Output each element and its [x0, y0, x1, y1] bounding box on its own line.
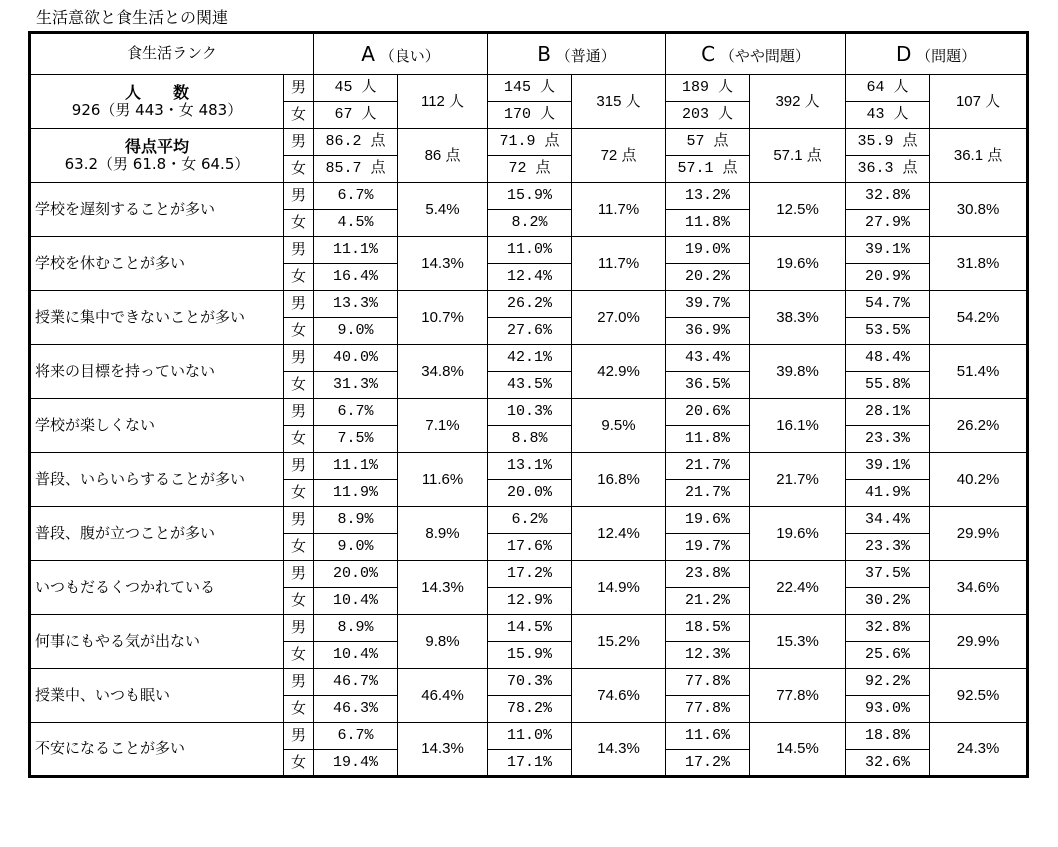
female-value-cell: 30.2% — [846, 588, 930, 615]
score-average-label — [30, 129, 284, 183]
male-value-cell: 34.4% — [846, 507, 930, 534]
sex-label-male: 男 — [284, 291, 314, 318]
total-value-cell: 36.1 点 — [930, 129, 1028, 183]
sex-label-female: 女 — [284, 156, 314, 183]
item-1-male-row — [30, 183, 1028, 210]
female-value-cell: 20.2% — [666, 264, 750, 291]
male-value-cell: 20.6% — [666, 399, 750, 426]
female-value-cell: 19.7% — [666, 534, 750, 561]
female-value-cell: 72 点 — [488, 156, 572, 183]
female-value-cell: 17.1% — [488, 750, 572, 777]
rank-note: （普通） — [555, 46, 616, 65]
male-value-cell: 11.0% — [488, 723, 572, 750]
total-value-cell: 26.2% — [930, 399, 1028, 453]
sex-label-male: 男 — [284, 129, 314, 156]
item-6-label: 普段、いらいらすることが多い — [30, 453, 284, 507]
total-value-cell: 92.5% — [930, 669, 1028, 723]
total-value-cell: 16.1% — [750, 399, 846, 453]
female-value-cell: 170 人 — [488, 102, 572, 129]
total-value-cell: 12.4% — [572, 507, 666, 561]
total-value-cell: 14.3% — [398, 237, 488, 291]
female-value-cell: 203 人 — [666, 102, 750, 129]
female-value-cell: 55.8% — [846, 372, 930, 399]
sex-label-female: 女 — [284, 264, 314, 291]
item-11-male-row — [30, 723, 1028, 750]
total-value-cell: 19.6% — [750, 507, 846, 561]
female-value-cell: 12.3% — [666, 642, 750, 669]
sex-label-female: 女 — [284, 696, 314, 723]
item-7-male-row — [30, 507, 1028, 534]
female-value-cell: 15.9% — [488, 642, 572, 669]
total-value-cell: 24.3% — [930, 723, 1028, 777]
male-value-cell: 32.8% — [846, 183, 930, 210]
male-value-cell: 6.2% — [488, 507, 572, 534]
male-value-cell: 11.1% — [314, 237, 398, 264]
female-value-cell: 36.5% — [666, 372, 750, 399]
rank-a-header — [314, 33, 488, 75]
sex-label-female: 女 — [284, 588, 314, 615]
female-value-cell: 32.6% — [846, 750, 930, 777]
rank-note: （良い） — [379, 46, 440, 65]
male-value-cell: 92.2% — [846, 669, 930, 696]
total-value-cell: 40.2% — [930, 453, 1028, 507]
male-value-cell: 189 人 — [666, 75, 750, 102]
male-value-cell: 43.4% — [666, 345, 750, 372]
total-value-cell: 10.7% — [398, 291, 488, 345]
male-value-cell: 8.9% — [314, 507, 398, 534]
female-value-cell: 11.8% — [666, 426, 750, 453]
total-value-cell: 112 人 — [398, 75, 488, 129]
female-value-cell: 57.1 点 — [666, 156, 750, 183]
male-value-cell: 13.2% — [666, 183, 750, 210]
page-title: 生活意欲と食生活との関連 — [36, 8, 229, 27]
sex-label-female: 女 — [284, 750, 314, 777]
rank-note: （問題） — [916, 46, 977, 65]
female-value-cell: 8.8% — [488, 426, 572, 453]
total-value-cell: 29.9% — [930, 507, 1028, 561]
item-2-male-row — [30, 237, 1028, 264]
female-value-cell: 17.6% — [488, 534, 572, 561]
female-value-cell: 21.2% — [666, 588, 750, 615]
male-value-cell: 18.8% — [846, 723, 930, 750]
male-value-cell: 32.8% — [846, 615, 930, 642]
female-value-cell: 27.9% — [846, 210, 930, 237]
male-value-cell: 6.7% — [314, 399, 398, 426]
female-value-cell: 8.2% — [488, 210, 572, 237]
female-value-cell: 36.9% — [666, 318, 750, 345]
male-value-cell: 21.7% — [666, 453, 750, 480]
total-value-cell: 51.4% — [930, 345, 1028, 399]
male-value-cell: 10.3% — [488, 399, 572, 426]
item-5-label: 学校が楽しくない — [30, 399, 284, 453]
total-value-cell: 12.5% — [750, 183, 846, 237]
total-value-cell: 19.6% — [750, 237, 846, 291]
total-value-cell: 22.4% — [750, 561, 846, 615]
female-value-cell: 46.3% — [314, 696, 398, 723]
male-value-cell: 64 人 — [846, 75, 930, 102]
total-value-cell: 11.7% — [572, 183, 666, 237]
total-value-cell: 315 人 — [572, 75, 666, 129]
total-value-cell: 9.5% — [572, 399, 666, 453]
female-value-cell: 21.7% — [666, 480, 750, 507]
item-1-label: 学校を遅刻することが多い — [30, 183, 284, 237]
total-value-cell: 15.2% — [572, 615, 666, 669]
male-value-cell: 15.9% — [488, 183, 572, 210]
female-value-cell: 4.5% — [314, 210, 398, 237]
sex-label-male: 男 — [284, 561, 314, 588]
sex-label-male: 男 — [284, 615, 314, 642]
total-value-cell: 392 人 — [750, 75, 846, 129]
female-value-cell: 93.0% — [846, 696, 930, 723]
sex-label-male: 男 — [284, 507, 314, 534]
male-value-cell: 77.8% — [666, 669, 750, 696]
total-value-cell: 54.2% — [930, 291, 1028, 345]
total-value-cell: 16.8% — [572, 453, 666, 507]
sex-label-male: 男 — [284, 453, 314, 480]
rank-c-header — [666, 33, 846, 75]
male-value-cell: 86.2 点 — [314, 129, 398, 156]
male-value-cell: 39.1% — [846, 237, 930, 264]
sex-label-female: 女 — [284, 210, 314, 237]
male-value-cell: 6.7% — [314, 723, 398, 750]
total-value-cell: 72 点 — [572, 129, 666, 183]
total-value-cell: 11.7% — [572, 237, 666, 291]
male-value-cell: 26.2% — [488, 291, 572, 318]
male-value-cell: 19.0% — [666, 237, 750, 264]
sex-label-male: 男 — [284, 183, 314, 210]
item-9-male-row — [30, 615, 1028, 642]
people-count-male-row — [30, 75, 1028, 102]
sex-label-female: 女 — [284, 102, 314, 129]
female-value-cell: 78.2% — [488, 696, 572, 723]
sex-label-female: 女 — [284, 372, 314, 399]
item-10-label: 授業中、いつも眠い — [30, 669, 284, 723]
female-value-cell: 17.2% — [666, 750, 750, 777]
female-value-cell: 85.7 点 — [314, 156, 398, 183]
female-value-cell: 43.5% — [488, 372, 572, 399]
item-4-label: 将来の目標を持っていない — [30, 345, 284, 399]
sex-label-male: 男 — [284, 75, 314, 102]
male-value-cell: 39.1% — [846, 453, 930, 480]
total-value-cell: 15.3% — [750, 615, 846, 669]
total-value-cell: 30.8% — [930, 183, 1028, 237]
female-value-cell: 9.0% — [314, 534, 398, 561]
female-value-cell: 10.4% — [314, 588, 398, 615]
female-value-cell: 20.0% — [488, 480, 572, 507]
item-3-label: 授業に集中できないことが多い — [30, 291, 284, 345]
male-value-cell: 40.0% — [314, 345, 398, 372]
female-value-cell: 43 人 — [846, 102, 930, 129]
item-9-label: 何事にもやる気が出ない — [30, 615, 284, 669]
rank-letter: A — [361, 41, 375, 66]
total-value-cell: 57.1 点 — [750, 129, 846, 183]
people-count-subtitle: 926（男 443・女 483） — [71, 101, 243, 120]
item-4-male-row — [30, 345, 1028, 372]
sex-label-male: 男 — [284, 723, 314, 750]
item-5-male-row — [30, 399, 1028, 426]
female-value-cell: 41.9% — [846, 480, 930, 507]
data-table — [28, 31, 1029, 778]
sex-label-female: 女 — [284, 426, 314, 453]
item-6-male-row — [30, 453, 1028, 480]
male-value-cell: 19.6% — [666, 507, 750, 534]
male-value-cell: 28.1% — [846, 399, 930, 426]
female-value-cell: 27.6% — [488, 318, 572, 345]
male-value-cell: 71.9 点 — [488, 129, 572, 156]
total-value-cell: 29.9% — [930, 615, 1028, 669]
male-value-cell: 11.6% — [666, 723, 750, 750]
female-value-cell: 10.4% — [314, 642, 398, 669]
total-value-cell: 14.3% — [398, 561, 488, 615]
male-value-cell: 8.9% — [314, 615, 398, 642]
male-value-cell: 35.9 点 — [846, 129, 930, 156]
total-value-cell: 39.8% — [750, 345, 846, 399]
rank-letter: C — [701, 41, 716, 66]
female-value-cell: 53.5% — [846, 318, 930, 345]
male-value-cell: 46.7% — [314, 669, 398, 696]
male-value-cell: 11.0% — [488, 237, 572, 264]
rank-d-header — [846, 33, 1028, 75]
female-value-cell: 9.0% — [314, 318, 398, 345]
male-value-cell: 42.1% — [488, 345, 572, 372]
total-value-cell: 7.1% — [398, 399, 488, 453]
people-count-label — [30, 75, 284, 129]
male-value-cell: 70.3% — [488, 669, 572, 696]
people-count-title: 人 数 — [124, 82, 189, 102]
sex-label-male: 男 — [284, 399, 314, 426]
total-value-cell: 14.5% — [750, 723, 846, 777]
total-value-cell: 74.6% — [572, 669, 666, 723]
female-value-cell: 7.5% — [314, 426, 398, 453]
total-value-cell: 11.6% — [398, 453, 488, 507]
item-11-label: 不安になることが多い — [30, 723, 284, 777]
female-value-cell: 77.8% — [666, 696, 750, 723]
female-value-cell: 16.4% — [314, 264, 398, 291]
female-value-cell: 11.8% — [666, 210, 750, 237]
male-value-cell: 11.1% — [314, 453, 398, 480]
male-value-cell: 39.7% — [666, 291, 750, 318]
sex-label-female: 女 — [284, 318, 314, 345]
total-value-cell: 38.3% — [750, 291, 846, 345]
total-value-cell: 21.7% — [750, 453, 846, 507]
header-row — [30, 33, 1028, 75]
male-value-cell: 18.5% — [666, 615, 750, 642]
rank-note: （やや問題） — [719, 46, 810, 65]
score-average-male-row — [30, 129, 1028, 156]
total-value-cell: 107 人 — [930, 75, 1028, 129]
sex-label-female: 女 — [284, 480, 314, 507]
male-value-cell: 48.4% — [846, 345, 930, 372]
total-value-cell: 34.6% — [930, 561, 1028, 615]
score-average-title: 得点平均 — [124, 136, 189, 156]
female-value-cell: 20.9% — [846, 264, 930, 291]
female-value-cell: 31.3% — [314, 372, 398, 399]
total-value-cell: 14.3% — [572, 723, 666, 777]
rank-label-header: 食生活ランク — [30, 33, 314, 75]
rank-letter: B — [537, 41, 551, 66]
rank-b-header — [488, 33, 666, 75]
item-8-male-row — [30, 561, 1028, 588]
female-value-cell: 36.3 点 — [846, 156, 930, 183]
item-10-male-row — [30, 669, 1028, 696]
total-value-cell: 5.4% — [398, 183, 488, 237]
sex-label-female: 女 — [284, 534, 314, 561]
male-value-cell: 14.5% — [488, 615, 572, 642]
item-7-label: 普段、腹が立つことが多い — [30, 507, 284, 561]
total-value-cell: 42.9% — [572, 345, 666, 399]
male-value-cell: 54.7% — [846, 291, 930, 318]
score-average-subtitle: 63.2（男 61.8・女 64.5） — [64, 155, 250, 174]
total-value-cell: 14.9% — [572, 561, 666, 615]
male-value-cell: 45 人 — [314, 75, 398, 102]
total-value-cell: 31.8% — [930, 237, 1028, 291]
male-value-cell: 23.8% — [666, 561, 750, 588]
total-value-cell: 27.0% — [572, 291, 666, 345]
female-value-cell: 23.3% — [846, 426, 930, 453]
total-value-cell: 14.3% — [398, 723, 488, 777]
female-value-cell: 19.4% — [314, 750, 398, 777]
male-value-cell: 37.5% — [846, 561, 930, 588]
sex-label-male: 男 — [284, 669, 314, 696]
male-value-cell: 145 人 — [488, 75, 572, 102]
sex-label-female: 女 — [284, 642, 314, 669]
sex-label-male: 男 — [284, 345, 314, 372]
total-value-cell: 46.4% — [398, 669, 488, 723]
female-value-cell: 67 人 — [314, 102, 398, 129]
total-value-cell: 8.9% — [398, 507, 488, 561]
female-value-cell: 23.3% — [846, 534, 930, 561]
male-value-cell: 13.3% — [314, 291, 398, 318]
sex-label-male: 男 — [284, 237, 314, 264]
item-8-label: いつもだるくつかれている — [30, 561, 284, 615]
rank-letter: D — [895, 41, 912, 66]
total-value-cell: 9.8% — [398, 615, 488, 669]
female-value-cell: 12.9% — [488, 588, 572, 615]
female-value-cell: 25.6% — [846, 642, 930, 669]
male-value-cell: 17.2% — [488, 561, 572, 588]
female-value-cell: 11.9% — [314, 480, 398, 507]
male-value-cell: 6.7% — [314, 183, 398, 210]
male-value-cell: 20.0% — [314, 561, 398, 588]
item-3-male-row — [30, 291, 1028, 318]
male-value-cell: 13.1% — [488, 453, 572, 480]
male-value-cell: 57 点 — [666, 129, 750, 156]
total-value-cell: 77.8% — [750, 669, 846, 723]
item-2-label: 学校を休むことが多い — [30, 237, 284, 291]
total-value-cell: 86 点 — [398, 129, 488, 183]
female-value-cell: 12.4% — [488, 264, 572, 291]
total-value-cell: 34.8% — [398, 345, 488, 399]
